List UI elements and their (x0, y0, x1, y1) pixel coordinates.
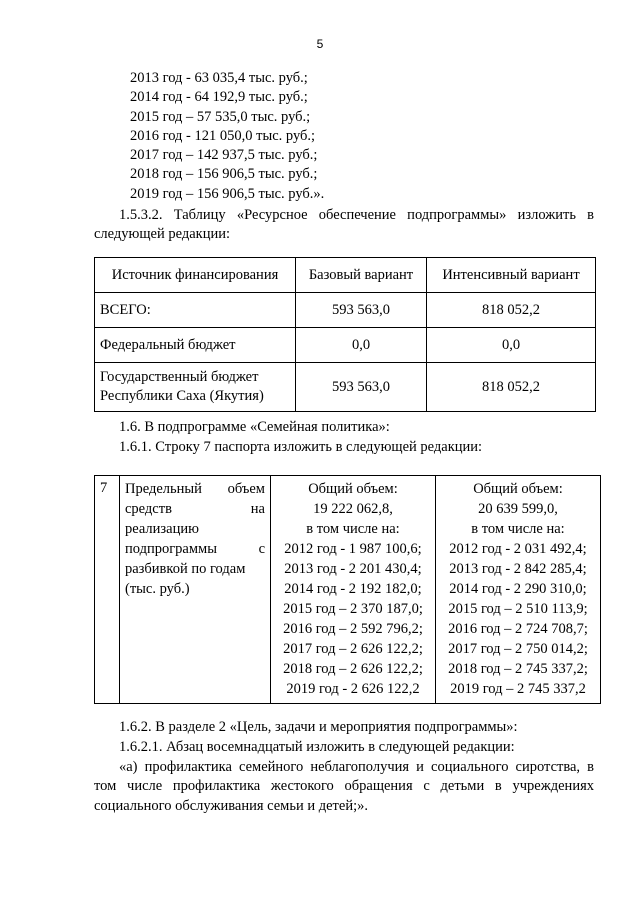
base-variant-column (271, 476, 436, 704)
table-row (95, 293, 596, 328)
list-item: 2014 год - 64 192,9 тыс. руб.; (130, 89, 308, 106)
word: объем (227, 481, 265, 497)
paragraph-1-6-2: 1.6.2. В разделе 2 «Цель, задачи и мероприятия подпрограммы»: (119, 719, 518, 735)
cell-line: 2015 год – 2 510 113,9; (448, 601, 588, 617)
table-cell: Федеральный бюджет (95, 328, 296, 363)
cell-line: 2016 год – 2 592 796,2; (283, 621, 423, 637)
cell-line: Государственный бюджет (100, 369, 259, 385)
cell-line: Республики Саха (Якутия) (100, 388, 264, 404)
table-cell: 593 563,0 (296, 293, 427, 328)
table-row (95, 363, 596, 412)
cell-line: в том числе на: (306, 521, 400, 537)
cell-line: 2019 год - 2 626 122,2 (286, 681, 420, 697)
table-cell: 818 052,2 (427, 293, 596, 328)
cell-line (125, 479, 265, 499)
cell-line: 2014 год - 2 192 182,0; (284, 581, 422, 597)
cell-line: (тыс. руб.) (125, 581, 190, 597)
list-item: 2016 год - 121 050,0 тыс. руб.; (130, 127, 316, 144)
cell-line: 2017 год – 2 750 014,2; (448, 641, 588, 657)
cell-line: 2016 год – 2 724 708,7; (448, 621, 588, 637)
cell-line (125, 499, 265, 519)
row-number: 7 (95, 476, 120, 704)
list-item: 2015 год – 57 535,0 тыс. руб.; (130, 108, 311, 125)
cell-line (125, 539, 265, 559)
cell-line: реализацию (125, 521, 199, 537)
intensive-variant-column (436, 476, 601, 704)
paragraph-1-6-1: 1.6.1. Строку 7 паспорта изложить в следующей редакции: (119, 439, 483, 455)
cell-line: 19 222 062,8, (313, 501, 393, 517)
cell-line: Общий объем: (473, 481, 563, 497)
row-description (120, 476, 271, 704)
table-row (95, 476, 601, 704)
table-cell: 593 563,0 (296, 363, 427, 412)
cell-line: 2013 год - 2 201 430,4; (284, 561, 422, 577)
cell-line: 2018 год – 2 745 337,2; (448, 661, 588, 677)
cell-line: 2015 год – 2 370 187,0; (283, 601, 423, 617)
word: с (258, 541, 265, 557)
table-row (95, 328, 596, 363)
cell-line: 2012 год - 2 031 492,4; (449, 541, 587, 557)
table-header-row (95, 258, 596, 293)
word: на (250, 501, 265, 517)
table-cell: 0,0 (296, 328, 427, 363)
cell-line: разбивкой по годам (125, 561, 246, 577)
cell-line: 2012 год - 1 987 100,6; (284, 541, 422, 557)
cell-line: 2014 год - 2 290 310,0; (449, 581, 587, 597)
resource-table (94, 257, 596, 412)
table-cell: 0,0 (427, 328, 596, 363)
paragraph-1-6: 1.6. В подпрограмме «Семейная политика»: (119, 419, 390, 435)
years-list (130, 69, 324, 204)
table-header-cell: Интенсивный вариант (427, 258, 596, 293)
table-header-cell: Источник финансирования (95, 258, 296, 293)
list-item: 2019 год – 156 906,5 тыс. руб.». (130, 185, 325, 202)
word: средств (125, 501, 172, 517)
cell-line: 2018 год – 2 626 122,2; (283, 661, 423, 677)
list-item: 2013 год - 63 035,4 тыс. руб.; (130, 70, 308, 86)
cell-line: 2019 год – 2 745 337,2 (450, 681, 586, 697)
paragraph-1-6-2-1: 1.6.2.1. Абзац восемнадцатый изложить в следующей редакции: (119, 739, 515, 755)
table-header-cell: Базовый вариант (296, 258, 427, 293)
paragraph-1-5-3-2: 1.5.3.2. Таблицу «Ресурсное обеспечение подпрограммы» изложить в следующей редакции: (94, 207, 594, 243)
word: подпрограммы (125, 541, 217, 557)
list-item: 2017 год – 142 937,5 тыс. руб.; (130, 147, 318, 164)
page-number: 5 (316, 37, 324, 51)
table-cell: ВСЕГО: (95, 293, 296, 328)
list-item: 2018 год – 156 906,5 тыс. руб.; (130, 166, 318, 183)
cell-line: в том числе на: (471, 521, 565, 537)
cell-line: Общий объем: (308, 481, 398, 497)
paragraph-final-quote: «а) профилактика семейного неблагополучия и социального сиротства, в том числе профилактика жестокого обращения с детьми в учреждениях социального обслуживания семьи и детей;». (94, 759, 594, 814)
word: Предельный (125, 481, 202, 497)
passport-table (94, 475, 601, 704)
cell-line: 2013 год - 2 842 285,4; (449, 561, 587, 577)
cell-line: 2017 год – 2 626 122,2; (283, 641, 423, 657)
table-cell (95, 363, 296, 412)
table-cell: 818 052,2 (427, 363, 596, 412)
cell-line: 20 639 599,0, (478, 501, 558, 517)
